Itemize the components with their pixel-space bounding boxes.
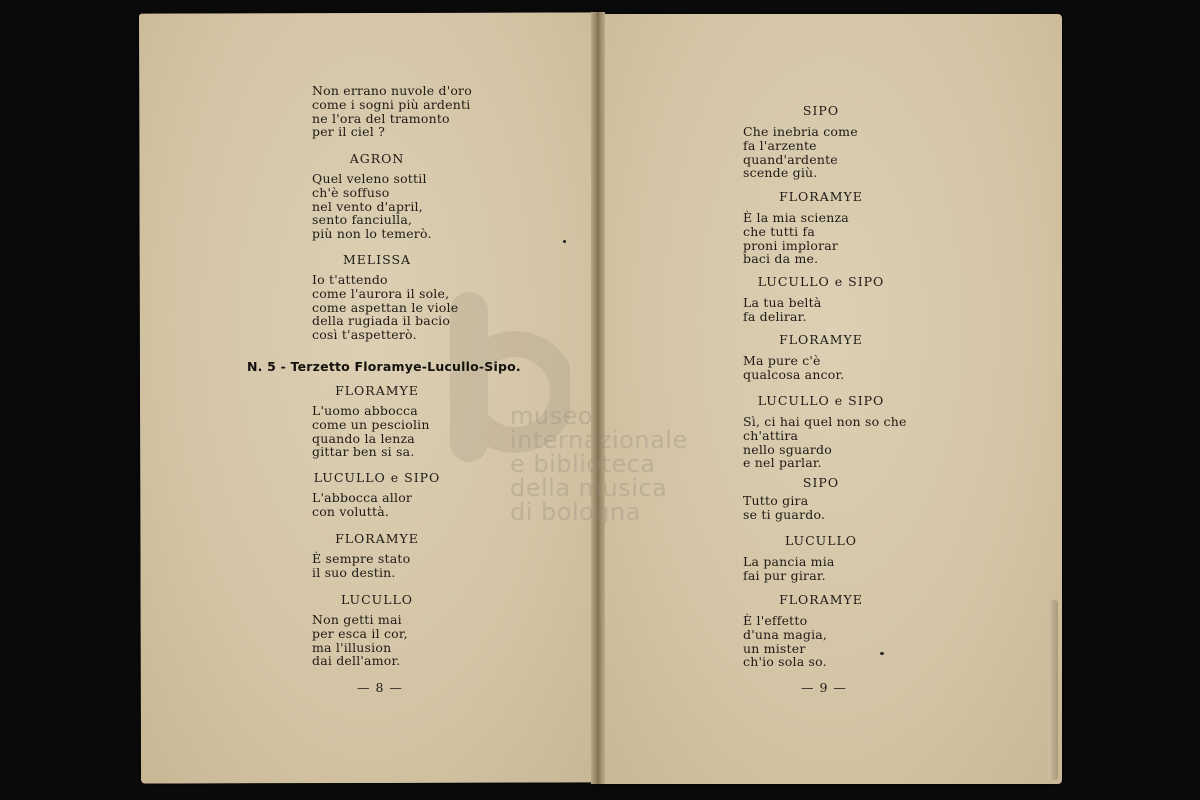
speaker-name: AGRON: [349, 151, 405, 166]
section-title: N. 5 - Terzetto Floramye-Lucullo-Sipo.: [247, 359, 521, 374]
stanza-lucullo-sipo: [743, 296, 822, 324]
stanza-floramye: [743, 614, 827, 669]
verse-line: fa delirar.: [743, 308, 807, 324]
speaker-name: FLORAMYE: [779, 592, 863, 607]
verse-line: per esca il cor,: [312, 625, 408, 641]
book-gutter: [591, 12, 605, 784]
verse-line: La pancia mia: [743, 554, 835, 569]
stanza-top: [312, 84, 472, 139]
verse-line: come aspettan le viole: [312, 299, 459, 315]
speaker-name: FLORAMYE: [335, 383, 419, 398]
verse-line: È sempre stato: [312, 551, 411, 566]
verse-line: sento fanciulla,: [312, 212, 413, 228]
verse-line: Quel veleno sottil: [312, 171, 427, 186]
watermark-line: museo internazionale: [510, 402, 688, 454]
verse-line: Sì, ci hai quel non so che: [743, 414, 907, 429]
verse-line: scende giù.: [743, 165, 818, 181]
verse-line: della rugiada il bacio: [312, 313, 451, 329]
verse-line: È l'effetto: [743, 613, 808, 628]
stanza-lucullo: [312, 613, 408, 668]
speaker-name: LUCULLO e SIPO: [757, 393, 885, 408]
verse-line: più non lo temerò.: [312, 226, 432, 242]
verse-line: proni implorar: [743, 237, 839, 253]
verse-line: che tutti fa: [743, 223, 815, 239]
speaker-name: FLORAMYE: [335, 531, 419, 546]
verse-line: dai dell'amor.: [312, 653, 401, 669]
verse-line: Non getti mai: [312, 612, 402, 627]
stanza-melissa: [312, 273, 458, 342]
verse-line: Che inebria come: [743, 124, 858, 139]
verse-line: come l'aurora il sole,: [312, 285, 450, 301]
verse-line: fa l'arzente: [743, 137, 817, 153]
verse-line: se ti guardo.: [743, 506, 826, 522]
stanza-floramye: [312, 552, 410, 580]
verse-line: il suo destin.: [312, 564, 396, 580]
verse-line: ma l'illusion: [312, 639, 392, 655]
stanza-agron: [312, 172, 432, 241]
verse-line: ne l'ora del tramonto: [312, 110, 450, 126]
page-number: — 9 —: [801, 680, 847, 695]
speaker-name: LUCULLO: [784, 533, 858, 548]
verse-line: qualcosa ancor.: [743, 366, 845, 382]
stanza-lucullo: [743, 555, 835, 583]
verse-line: come un pesciolin: [312, 416, 430, 432]
stanza-sipo: [743, 494, 825, 522]
verse-line: fai pur girar.: [743, 567, 826, 583]
verse-line: Tutto gira: [743, 493, 809, 508]
stanza-sipo: [743, 125, 858, 180]
verse-line: per il ciel ?: [312, 124, 385, 140]
speaker-name: FLORAMYE: [779, 189, 863, 204]
paper-speck: [563, 240, 566, 243]
speaker-name: LUCULLO e SIPO: [313, 470, 441, 485]
speaker-name: LUCULLO e SIPO: [757, 274, 885, 289]
verse-line: È la mia scienza: [743, 210, 849, 225]
verse-line: Ma pure c'è: [743, 353, 821, 368]
watermark-line: e biblioteca della musica: [510, 450, 668, 502]
page-number: — 8 —: [357, 680, 403, 695]
stanza-lucullo-sipo: [743, 415, 907, 470]
verse-line: Non errano nuvole d'oro: [312, 83, 472, 98]
verse-line: nello sguardo: [743, 441, 832, 457]
verse-line: come i sogni più ardenti: [312, 96, 471, 112]
speaker-name: FLORAMYE: [779, 332, 863, 347]
verse-line: Io t'attendo: [312, 272, 388, 287]
verse-line: ch'è soffuso: [312, 184, 390, 200]
verse-line: così t'aspetterò.: [312, 327, 417, 343]
watermark-line: di bologna: [510, 498, 641, 526]
verse-line: L'uomo abbocca: [312, 403, 418, 418]
speaker-name: MELISSA: [342, 252, 412, 267]
verse-line: un mister: [743, 640, 806, 656]
verse-line: d'una magia,: [743, 626, 828, 642]
verse-line: e nel parlar.: [743, 455, 822, 471]
paper-speck: [880, 652, 884, 655]
stanza-floramye: [312, 404, 430, 459]
speaker-name: SIPO: [802, 103, 840, 118]
verse-line: quando la lenza: [312, 430, 415, 446]
speaker-name: LUCULLO: [340, 592, 414, 607]
verse-line: gittar ben si sa.: [312, 444, 415, 460]
stanza-floramye: [743, 354, 844, 382]
verse-line: baci da me.: [743, 251, 819, 267]
verse-line: ch'io sola so.: [743, 654, 827, 670]
verse-line: nel vento d'april,: [312, 198, 423, 214]
stanza-lucullo-sipo: [312, 491, 412, 519]
verse-line: ch'attira: [743, 427, 799, 443]
verse-line: La tua beltà: [743, 295, 822, 310]
speaker-name: SIPO: [802, 475, 840, 490]
stanza-floramye: [743, 211, 849, 266]
verse-line: L'abbocca allor: [312, 490, 413, 505]
verse-line: quand'ardente: [743, 151, 838, 167]
page-edge: [1048, 600, 1058, 780]
verse-line: con voluttà.: [312, 503, 390, 519]
